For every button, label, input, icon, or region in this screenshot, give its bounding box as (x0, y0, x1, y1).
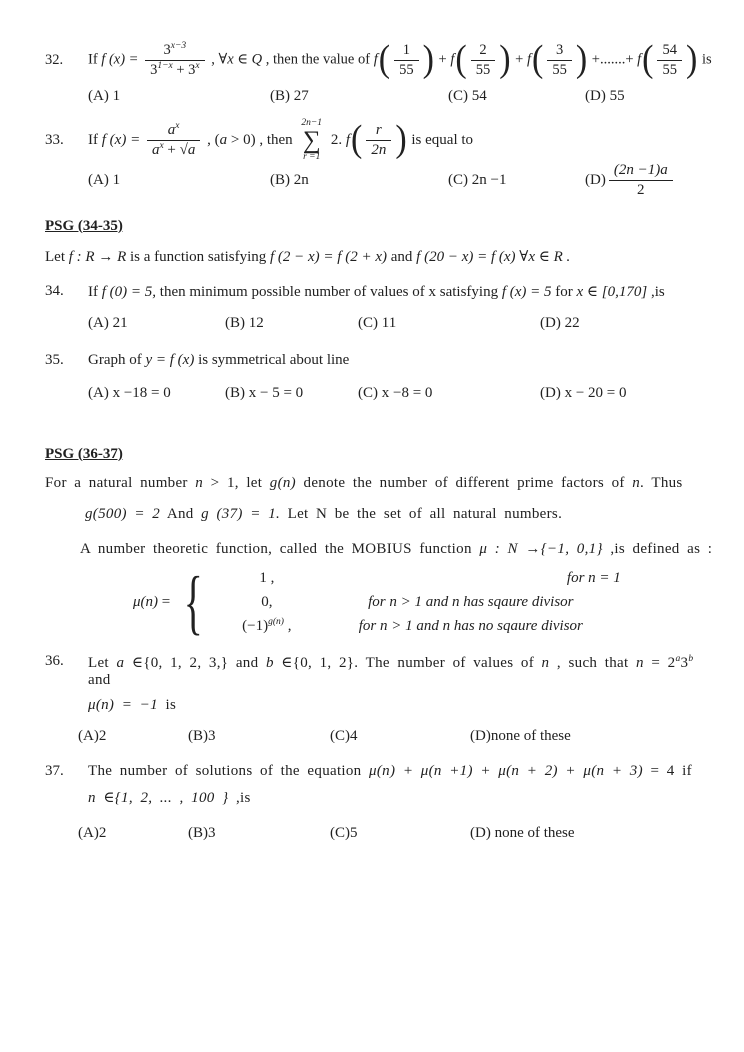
close-paren: ) (422, 38, 434, 80)
option-a: (A) 21 (88, 314, 128, 331)
close-paren: ) (499, 38, 511, 80)
fraction-numerator (147, 122, 200, 141)
option-b: (B) 2n (270, 172, 309, 189)
question-33-text (88, 119, 718, 162)
text-run: μ(n) + μ(n +1) + μ(n + 2) + μ(n + 3) (369, 762, 643, 779)
text-run: g (37) = 1. (201, 505, 281, 522)
text-run: (−1) (242, 617, 269, 634)
option-d-label: (D) (585, 172, 606, 189)
question-33-options (45, 162, 718, 200)
text-run: Let (88, 654, 117, 671)
text-run: f (20 − x) = f (x) ∀x ∈ R . (416, 248, 571, 265)
text-run: g(500) = 2 (85, 505, 161, 522)
text-run: is symmetrical about line (194, 351, 350, 368)
text-run: then minimum possible number of values of x satisfying (156, 283, 502, 300)
text-run: 2n (371, 142, 387, 159)
f-symbol: f (450, 51, 455, 68)
ellipsis-plus: +.......+ (591, 51, 634, 68)
text-run: f (x) = (101, 51, 143, 68)
option-c: (C)5 (330, 824, 358, 841)
text-run: ,is (647, 283, 665, 300)
fraction (547, 42, 572, 78)
text-run: > 1, let (203, 474, 270, 491)
option-d: (D)none of these (470, 727, 571, 744)
text-run: n (632, 474, 641, 491)
fraction-numerator: 3 (547, 42, 572, 61)
psg-36-37-header: PSG (36-37) (45, 445, 123, 462)
question-35-options (45, 385, 718, 402)
fraction-numerator: 1 (394, 42, 419, 61)
fraction-numerator (366, 122, 391, 141)
fraction (366, 122, 391, 160)
open-paren: ( (642, 38, 654, 80)
question-37-options (45, 825, 718, 842)
fraction-denominator (366, 141, 391, 159)
text-run: ,is (228, 789, 251, 806)
question-32-mid (211, 52, 373, 68)
text-run: n ∈{1, 2, ... , 100 } (88, 789, 229, 806)
text-run: n (636, 654, 644, 671)
mobius-case-1 (213, 570, 621, 587)
text-run: > 0) , then (227, 132, 297, 149)
superscript: b (688, 653, 694, 664)
text-run: a (167, 121, 176, 138)
text-run: = (158, 593, 171, 610)
option-a: (A) 1 (88, 88, 121, 105)
option-a: (A)2 (78, 824, 107, 841)
text-run: μ : N →{−1, 0,1} (479, 540, 603, 557)
question-number: 33. (45, 132, 64, 149)
option-d: (D) x − 20 = 0 (540, 384, 627, 401)
text-run: f (0) = 5, (101, 283, 157, 300)
text-run: is a function satisfying (126, 248, 270, 265)
text-run: , (211, 51, 219, 68)
question-34-text (88, 282, 718, 301)
text-run: y = f (x) (145, 351, 195, 368)
text-run: For a natural number (45, 474, 196, 491)
text-run: 2. (330, 132, 346, 149)
option-d: (D) none of these (470, 824, 575, 841)
fraction-denominator: 55 (399, 61, 414, 78)
text-run: g(n) (269, 474, 296, 491)
text-run: ∈{0, 1, 2}. The number of values of (273, 654, 542, 671)
fraction-denominator (145, 61, 205, 79)
case-value (213, 570, 321, 587)
superscript: x (195, 60, 200, 71)
sigma-symbol: ∑ (302, 126, 321, 154)
text-run: x ∈ [0,170] (576, 283, 648, 300)
question-36-line2 (88, 697, 718, 714)
option-c: (C)4 (330, 727, 358, 744)
option-b: (B) x − 5 = 0 (225, 384, 304, 401)
fraction (471, 42, 496, 78)
fraction-denominator: 55 (552, 61, 567, 78)
case-condition: for n > 1 and n has sqaure divisor (368, 593, 574, 610)
text-run: , such that (549, 654, 636, 671)
question-number: 34. (45, 282, 64, 299)
text-run: denote the number of different prime factors of (295, 474, 633, 491)
option-a: (A) x −18 = 0 (88, 384, 171, 401)
question-34-options (45, 315, 718, 332)
open-paren: ( (378, 38, 391, 80)
question-33-lead (88, 132, 144, 148)
fraction-numerator: 2 (471, 42, 496, 61)
fraction-denominator: 55 (662, 61, 677, 78)
text-run: and (386, 248, 417, 265)
fraction (147, 122, 200, 160)
case-value (213, 618, 321, 635)
text-run: f (x) = 5 (501, 283, 552, 300)
close-paren: ) (575, 38, 588, 80)
question-36-line1 (88, 653, 718, 689)
f-symbol: f (637, 51, 642, 68)
psg-34-35-header: PSG (34-35) (45, 217, 123, 234)
text-run: 3 (150, 61, 158, 78)
text-run: = 2 (643, 654, 676, 671)
text-run: a (151, 142, 160, 159)
psg-34-35-passage (45, 247, 718, 266)
close-paren: ) (395, 119, 407, 161)
question-36-options (45, 728, 718, 745)
mobius-definition (133, 561, 718, 642)
question-32-lead (88, 52, 142, 68)
question-33-tail: is equal to (411, 132, 474, 149)
fraction (145, 42, 205, 78)
superscript: x (159, 141, 164, 152)
question-33-mid (207, 132, 296, 148)
question-32 (45, 38, 718, 80)
text-run: , ( (207, 132, 220, 149)
open-paren: ( (350, 119, 363, 161)
f-symbol: f (373, 51, 378, 68)
superscript: x (175, 120, 180, 131)
text-run: Graph of (88, 351, 146, 368)
question-number: 32. (45, 51, 64, 68)
left-brace: { (184, 561, 204, 642)
text-run: a (219, 132, 228, 149)
fraction (609, 162, 673, 200)
plus-sign: + (515, 51, 524, 68)
question-number: 37. (45, 762, 64, 779)
case-condition: for n = 1 (566, 569, 621, 586)
summation-upper-limit: 2n−1 (301, 118, 323, 129)
text-run: ∀x ∈ Q (218, 51, 266, 68)
option-d (585, 162, 676, 200)
text-run: If (88, 132, 102, 149)
text-run: , then the value of (265, 51, 374, 68)
fraction-denominator (147, 141, 200, 159)
summation-coefficient (331, 132, 350, 148)
text-run: And (160, 505, 202, 522)
text-run: f (x) = (101, 132, 144, 149)
text-run: b (265, 654, 274, 671)
open-paren: ( (455, 38, 467, 80)
question-33 (45, 119, 718, 162)
plus-sign: + (438, 51, 447, 68)
text-run: a (187, 142, 196, 159)
question-37-text (88, 763, 718, 807)
superscript: 1−x (157, 60, 173, 71)
text-run: If (88, 283, 102, 300)
text-run: r (375, 121, 382, 138)
fraction-denominator: 55 (475, 61, 491, 78)
question-32-options (45, 88, 718, 105)
question-35-text (88, 352, 718, 369)
psg-36-37-line1 (45, 475, 718, 492)
text-run: , (283, 617, 292, 634)
question-36-text (88, 653, 718, 714)
text-run: is (157, 696, 177, 713)
option-d: (D) 22 (540, 314, 580, 331)
text-run: + √ (163, 142, 188, 159)
question-37-line2 (88, 788, 718, 807)
option-b: (B) 12 (225, 314, 264, 331)
text-run: n (195, 474, 204, 491)
mobius-lhs (133, 594, 170, 611)
superscript: a (675, 653, 681, 664)
question-36 (45, 653, 718, 714)
text-run: ,is defined as : (602, 540, 713, 557)
text-run: f (2 − x) = f (2 + x) (269, 248, 387, 265)
text-run: A number theoretic function, called the MOBIUS function (80, 540, 480, 557)
text-run: ∈{0, 1, 2, 3,} and (124, 654, 266, 671)
option-a: (A)2 (78, 727, 107, 744)
question-32-text (88, 38, 718, 80)
option-b: (B)3 (188, 727, 216, 744)
summation-lower-limit: r =1 (303, 151, 321, 162)
option-a: (A) 1 (88, 172, 121, 189)
f-symbol: f (526, 51, 531, 68)
text-run: 3 (163, 42, 171, 58)
text-run: Let N be the set of all natural numbers. (280, 505, 563, 522)
text-run: f : R → R (68, 248, 127, 265)
fraction-numerator: 54 (657, 42, 682, 61)
mobius-case-3 (213, 618, 621, 635)
text-run: and (88, 671, 111, 688)
fraction (394, 42, 419, 78)
text-run: 0, (261, 593, 273, 610)
text-run: f (345, 132, 350, 149)
psg-36-37-line2 (85, 506, 718, 523)
open-paren: ( (531, 38, 544, 80)
text-run: Let (45, 248, 69, 265)
summation (301, 119, 322, 162)
fraction (657, 42, 682, 78)
text-run: a (116, 654, 125, 671)
text-run: The number of solutions of the equation (88, 762, 370, 779)
question-35 (45, 352, 718, 369)
option-b: (B) 27 (270, 88, 309, 105)
text-run: for (551, 283, 577, 300)
option-c: (C) 54 (448, 88, 487, 105)
option-c: (C) 11 (358, 314, 397, 331)
fraction-numerator: (2n −1)a (609, 162, 673, 181)
question-37 (45, 763, 718, 807)
mobius-cases (213, 570, 621, 635)
question-37-line1 (88, 763, 718, 780)
option-c: (C) 2n −1 (448, 172, 507, 189)
text-run: . Thus (640, 474, 683, 491)
question-34 (45, 282, 718, 301)
text-run: = 4 if (642, 762, 692, 779)
option-d: (D) 55 (585, 88, 625, 105)
superscript: x−3 (170, 41, 187, 52)
text-run: μ(n) (133, 593, 159, 610)
question-number: 35. (45, 351, 64, 368)
text-run: + 3 (172, 61, 196, 78)
text-run: 1 , (259, 569, 275, 586)
text-run: n (541, 654, 550, 671)
fraction-numerator (145, 42, 205, 61)
text-run: If (88, 51, 102, 68)
question-number: 36. (45, 652, 64, 669)
text-run: μ(n) = −1 (88, 696, 158, 713)
psg-36-37-line3 (80, 541, 718, 558)
text-run: 3 (680, 654, 689, 671)
case-condition: for n > 1 and n has no sqaure divisor (358, 617, 583, 634)
case-value (213, 594, 321, 611)
fraction-denominator: 2 (637, 182, 645, 199)
question-32-tail: is (701, 51, 712, 68)
close-paren: ) (685, 38, 698, 80)
option-c: (C) x −8 = 0 (358, 384, 433, 401)
superscript: g(n) (268, 616, 284, 627)
option-b: (B)3 (188, 824, 216, 841)
mobius-case-2 (213, 594, 621, 611)
